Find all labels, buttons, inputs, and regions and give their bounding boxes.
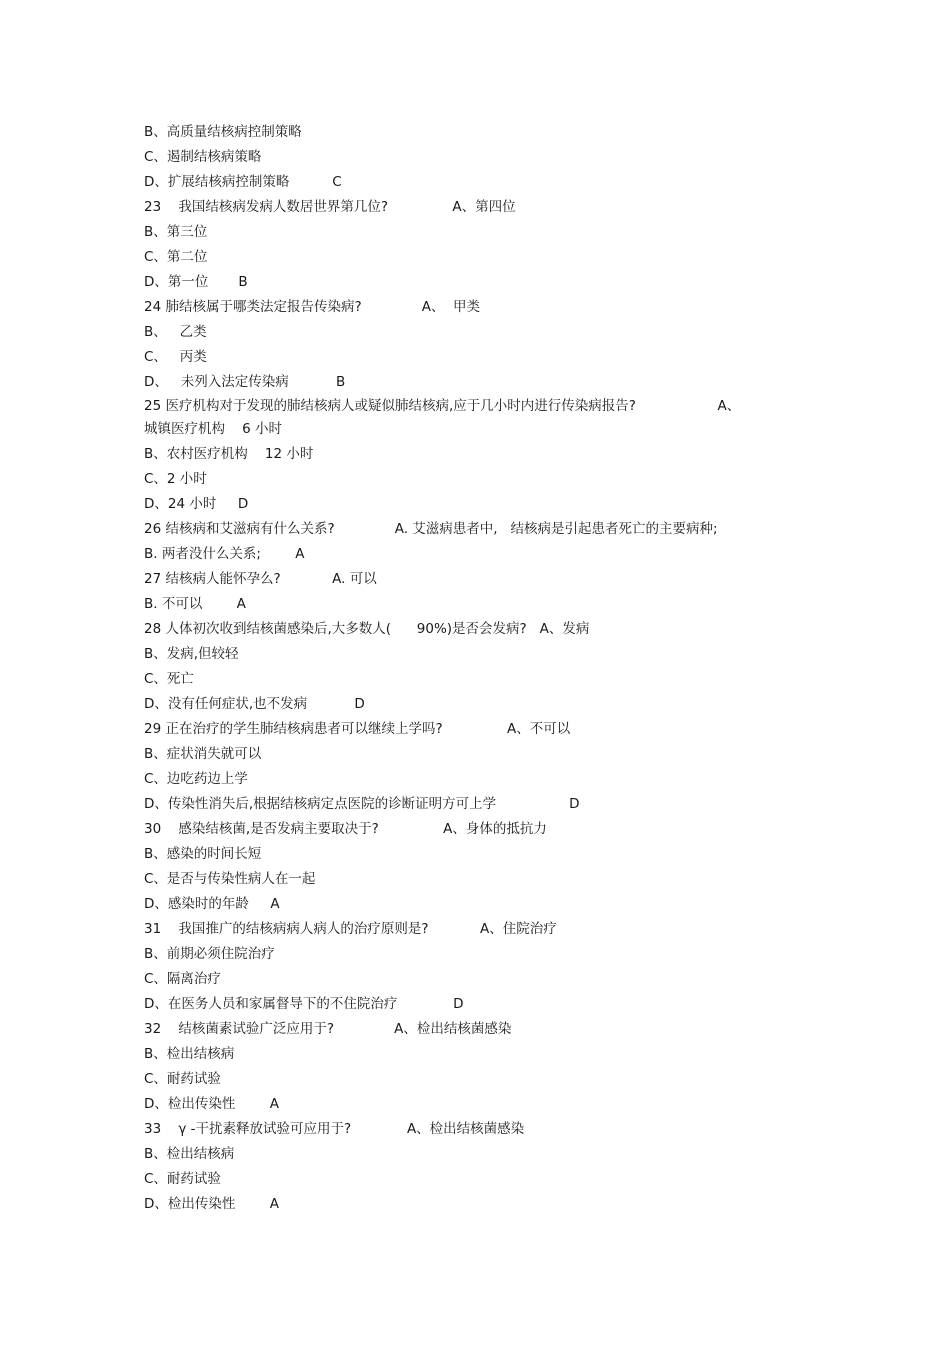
text-line: C、耐药试验 [144, 1171, 221, 1187]
text-line: C、耐药试验 [144, 1071, 221, 1087]
text-line: 城镇医疗机构 6 小时 [144, 421, 283, 437]
text-line: 33 γ -干扰素释放试验可应用于? A、检出结核菌感染 [144, 1121, 525, 1137]
question-list [144, 120, 824, 1217]
text-line: B、检出结核病 [144, 1046, 235, 1062]
text-line: 29 正在治疗的学生肺结核病患者可以继续上学吗? A、不可以 [144, 721, 571, 737]
text-line: B、发病,但较轻 [144, 646, 239, 662]
text-line: C、隔离治疗 [144, 971, 221, 987]
text-line: B、前期必须住院治疗 [144, 946, 275, 962]
text-line: 24 肺结核属于哪类法定报告传染病? A、 甲类 [144, 299, 481, 315]
text-line: C、边吃药边上学 [144, 771, 248, 787]
text-line: 25 医疗机构对于发现的肺结核病人或疑似肺结核病,应于几小时内进行传染病报告? A、 [144, 398, 741, 414]
text-line: B、农村医疗机构 12 小时 [144, 446, 314, 462]
text-line: 30 感染结核菌,是否发病主要取决于? A、身体的抵抗力 [144, 821, 547, 837]
text-line: C、死亡 [144, 671, 194, 687]
text-line: B、检出结核病 [144, 1146, 235, 1162]
text-line: D、检出传染性 A [144, 1096, 279, 1112]
text-line: B、 乙类 [144, 324, 207, 340]
text-line: B. 两者没什么关系; A [144, 546, 305, 562]
text-line: B、高质量结核病控制策略 [144, 124, 302, 140]
text-line: D、扩展结核病控制策略 C [144, 174, 342, 190]
text-line: D、24 小时 D [144, 496, 249, 512]
text-line: D、没有任何症状,也不发病 D [144, 696, 365, 712]
text-line: D、在医务人员和家属督导下的不住院治疗 D [144, 996, 464, 1012]
text-line: 23 我国结核病发病人数居世界第几位? A、第四位 [144, 199, 516, 215]
text-line: C、 丙类 [144, 349, 207, 365]
text-line: D、感染时的年龄 A [144, 896, 280, 912]
text-line: 28 人体初次收到结核菌感染后,大多数人( 90%)是否会发病? A、发病 [144, 621, 590, 637]
text-line: B、第三位 [144, 224, 208, 240]
text-line: D、 未列入法定传染病 B [144, 374, 346, 390]
text-line: 27 结核病人能怀孕么? A. 可以 [144, 571, 377, 587]
text-line: 26 结核病和艾滋病有什么关系? A. 艾滋病患者中, 结核病是引起患者死亡的主要病种; [144, 521, 718, 537]
text-line: C、2 小时 [144, 471, 207, 487]
text-line: C、是否与传染性病人在一起 [144, 871, 316, 887]
text-line: C、遏制结核病策略 [144, 149, 262, 165]
text-line: D、传染性消失后,根据结核病定点医院的诊断证明方可上学 D [144, 796, 580, 812]
text-line: B. 不可以 A [144, 596, 246, 612]
text-line: 31 我国推广的结核病病人病人的治疗原则是? A、住院治疗 [144, 921, 557, 937]
text-line: B、感染的时间长短 [144, 846, 262, 862]
text-line: B、症状消失就可以 [144, 746, 262, 762]
text-line: D、检出传染性 A [144, 1196, 279, 1212]
text-line: 32 结核菌素试验广泛应用于? A、检出结核菌感染 [144, 1021, 512, 1037]
text-line: C、第二位 [144, 249, 208, 265]
text-line: D、第一位 B [144, 274, 248, 290]
